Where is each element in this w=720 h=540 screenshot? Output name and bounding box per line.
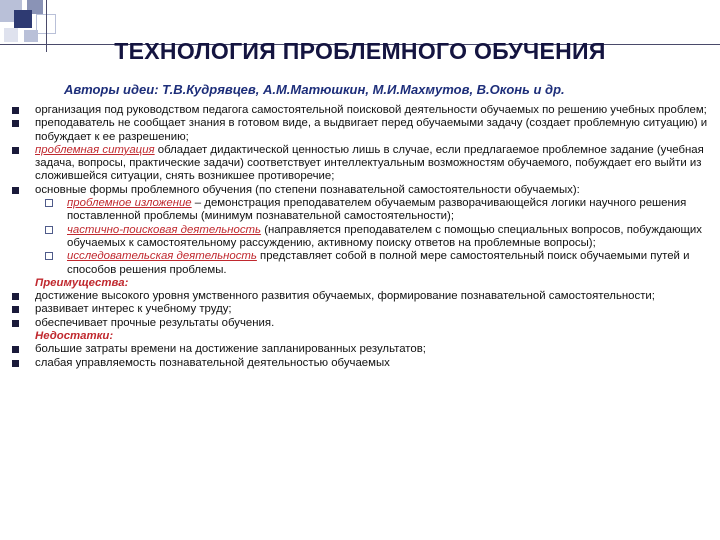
disadvantages-label: Недостатки: bbox=[35, 330, 114, 343]
list-item: обеспечивает прочные результаты обучения. bbox=[12, 317, 712, 330]
checkbox-bullet-icon bbox=[45, 252, 53, 260]
list-item: организация под руководством педагога самостоятельной поисковой деятельности обучаемых по решению учебных проблем; bbox=[12, 104, 712, 117]
bullet-icon bbox=[12, 187, 19, 194]
list-item: развивает интерес к учебному труду; bbox=[12, 303, 712, 316]
content-body bbox=[12, 104, 712, 370]
sub-list-item: частично-поисковая деятельность (направляется преподавателем с помощью специальных вопросов, побуждающих обучаемых к самостоятельному рассуждению, активному поиску ответов на проблемные вопросы); bbox=[12, 224, 712, 251]
term-problem-situation: проблемная ситуация bbox=[35, 143, 155, 156]
bullet-icon bbox=[12, 360, 19, 367]
list-item: проблемная ситуация обладает дидактической ценностью лишь в случае, если предлагаемое проблемное задание (учебная задача, вопросы, практические задачи) соответствует интеллектуальным возможностям обучаемого, побуждает его выйти из сложившейся ситуации, снять возникшее противоречие; bbox=[12, 144, 712, 184]
list-item: слабая управляемость познавательной деятельностью обучаемых bbox=[12, 357, 712, 370]
advantages-label: Преимущества: bbox=[35, 276, 129, 289]
list-item: большие затраты времени на достижение запланированных результатов; bbox=[12, 343, 712, 356]
sub-list-item: исследовательская деятельность представляет собой в полной мере самостоятельный поиск обучаемыми путей и способов решения проблемы. bbox=[12, 250, 712, 277]
bullet-icon bbox=[12, 107, 19, 114]
term-problem-presentation: проблемное изложение bbox=[67, 197, 192, 210]
bullet-icon bbox=[12, 346, 19, 353]
bullet-icon bbox=[12, 293, 19, 300]
list-item: преподаватель не сообщает знания в готовом виде, а выдвигает перед обучаемыми задачу (создает проблемную ситуацию) и побуждает к ее разрешению; bbox=[12, 117, 712, 144]
bullet-icon bbox=[12, 147, 19, 154]
term-partial-search: частично-поисковая деятельность bbox=[67, 223, 262, 236]
sub-list-item: проблемное изложение – демонстрация преподавателем обучаемым разворачивающейся логики научного решения поставленной проблемы (минимум познавательной самостоятельности); bbox=[12, 197, 712, 224]
bullet-icon bbox=[12, 306, 19, 313]
page-title: ТЕХНОЛОГИЯ ПРОБЛЕМНОГО ОБУЧЕНИЯ bbox=[114, 38, 606, 64]
checkbox-bullet-icon bbox=[45, 199, 53, 207]
authors-line: Авторы идеи: Т.В.Кудрявцев, А.М.Матюшкин, М.И.Махмутов, В.Оконь и др. bbox=[64, 82, 565, 97]
term-research-activity: исследовательская деятельность bbox=[67, 250, 257, 263]
bullet-icon bbox=[12, 320, 19, 327]
list-item: достижение высокого уровня умственного развития обучаемых, формирование познавательной самостоятельности; bbox=[12, 290, 712, 303]
list-item: основные формы проблемного обучения (по степени познавательной самостоятельности обучаемых): bbox=[12, 184, 712, 197]
checkbox-bullet-icon bbox=[45, 226, 53, 234]
bullet-icon bbox=[12, 120, 19, 127]
